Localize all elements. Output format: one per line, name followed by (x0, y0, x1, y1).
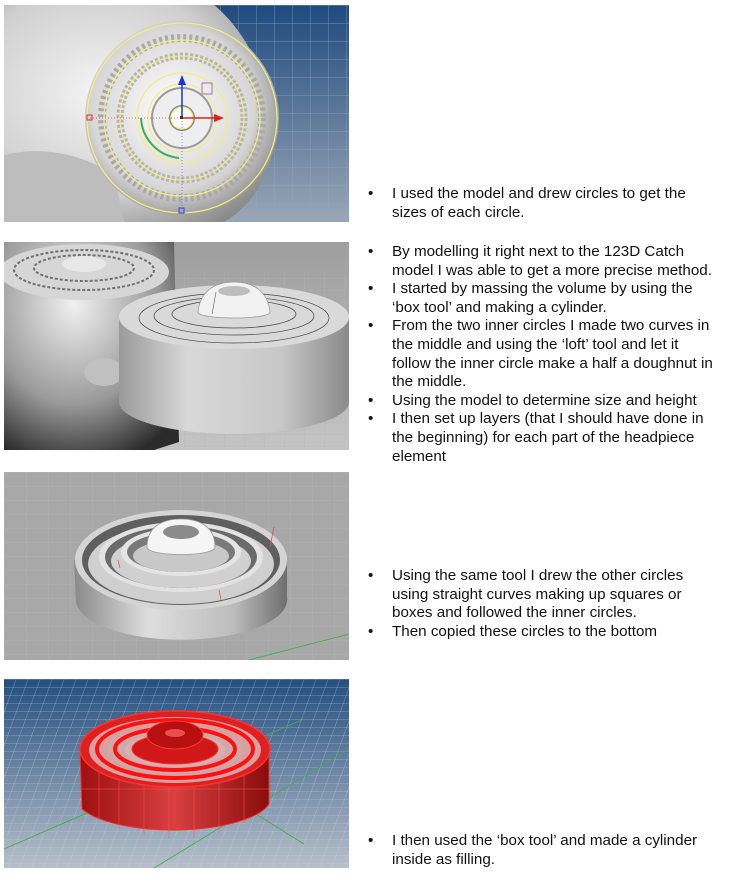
bullet-text: I started by massing the volume by using the ‘box tool’ and making a cylinder. (392, 280, 693, 316)
bullet-item (368, 280, 718, 317)
bullet-item (368, 623, 718, 642)
scan-with-circles-graphic (4, 5, 349, 222)
caption-section-1 (368, 185, 718, 222)
bullet-item (368, 185, 718, 222)
bullet-item (368, 832, 718, 869)
bullet-text: Using the model to determine size and height (392, 391, 697, 409)
bullet-text: Using the same tool I drew the other circles using straight curves making up squares or boxes and followed the inner circles. (392, 567, 684, 622)
bullet-symbol: • (368, 567, 374, 584)
bullet-text: By modelling it right next to the 123D Catch model I was able to get a more precise method. (392, 243, 712, 279)
bullet-symbol: • (368, 391, 374, 409)
bullet-item (368, 243, 718, 280)
bullet-symbol: • (368, 410, 374, 428)
scan-with-circles-image (4, 5, 349, 222)
concentric-rings-model-graphic (4, 472, 349, 660)
red-wireframe-model-graphic (4, 679, 349, 868)
red-wireframe-model-image (4, 679, 349, 868)
caption-section-3 (368, 567, 718, 641)
bullet-text: From the two inner circles I made two curves in the middle and using the ‘loft’ tool and let it follow the inner circle make a half a doughnut in the middle. (392, 317, 713, 391)
bullet-text: I used the model and drew circles to get the sizes of each circle. (392, 185, 686, 221)
bullet-text: I then set up layers (that I should have done in the beginning) for each part of the headpiece element (392, 410, 704, 465)
bullet-item (368, 317, 718, 391)
concentric-rings-model-image (4, 472, 349, 660)
caption-section-4 (368, 832, 718, 869)
cylinder-beside-scan-image (4, 242, 349, 450)
bullet-symbol: • (368, 317, 374, 335)
bullet-symbol: • (368, 622, 374, 640)
bullet-symbol: • (368, 185, 374, 202)
bullet-item (368, 410, 718, 466)
caption-section-2 (368, 243, 718, 466)
bullet-text: Then copied these circles to the bottom (392, 622, 658, 640)
bullet-item (368, 567, 718, 623)
bullet-item (368, 392, 718, 411)
bullet-symbol: • (368, 280, 374, 298)
cylinder-beside-scan-graphic (4, 242, 349, 450)
bullet-symbol: • (368, 832, 374, 849)
bullet-symbol: • (368, 243, 374, 260)
bullet-text: I then used the ‘box tool’ and made a cylinder inside as filling. (392, 832, 698, 868)
